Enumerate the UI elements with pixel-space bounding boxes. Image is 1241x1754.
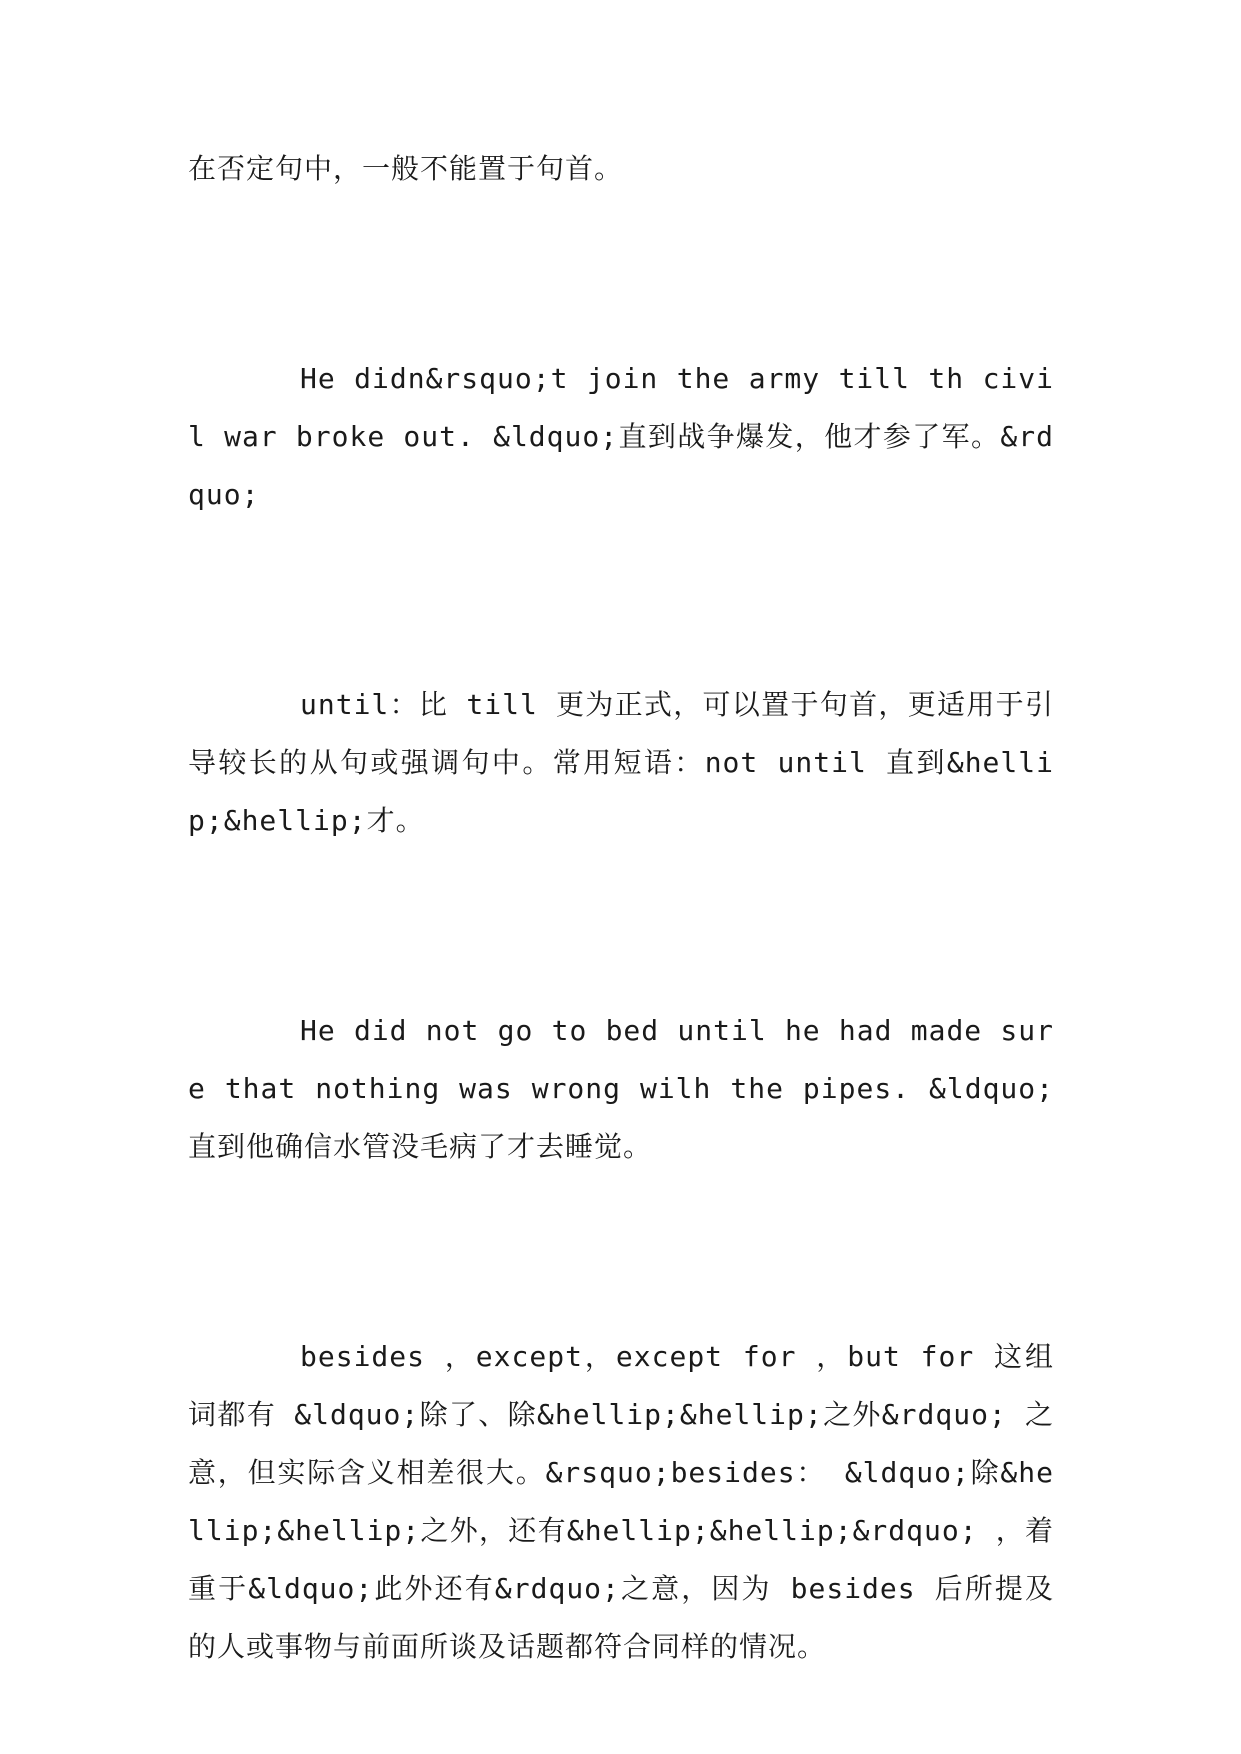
document-page [188, 140, 1054, 1676]
paragraph-3: until：比 till 更为正式，可以置于句首，更适用于引导较长的从句或强调句中。常用短语：not until 直到&hellip;&hellip;才。 [188, 688, 1054, 837]
paragraph-1: 在否定句中，一般不能置于句首。 [188, 152, 624, 185]
paragraph-5: besides ，except，except for ，but for 这组词都有 &ldquo;除了、除&hellip;&hellip;之外&rdquo; 之意，但实际含义相差很大。&rsquo;besides： &ldquo;除&hellip;&hellip;之外，还有&hellip;&hellip;&rdquo; ，着重于&ldquo;此外还有&rdquo;之意，因为 besides 后所提及的人或事物与前面所谈及话题都符合同样的情况。 [188, 1340, 1054, 1663]
paragraph-2: He didn&rsquo;t join the army till th civil war broke out. &ldquo;直到战争爆发，他才参了军。&rdquo; [188, 362, 1054, 511]
paragraph-4: He did not go to bed until he had made sure that nothing was wrong wilh the pipes. &ldquo;直到他确信水管没毛病了才去睡觉。 [188, 1014, 1054, 1163]
